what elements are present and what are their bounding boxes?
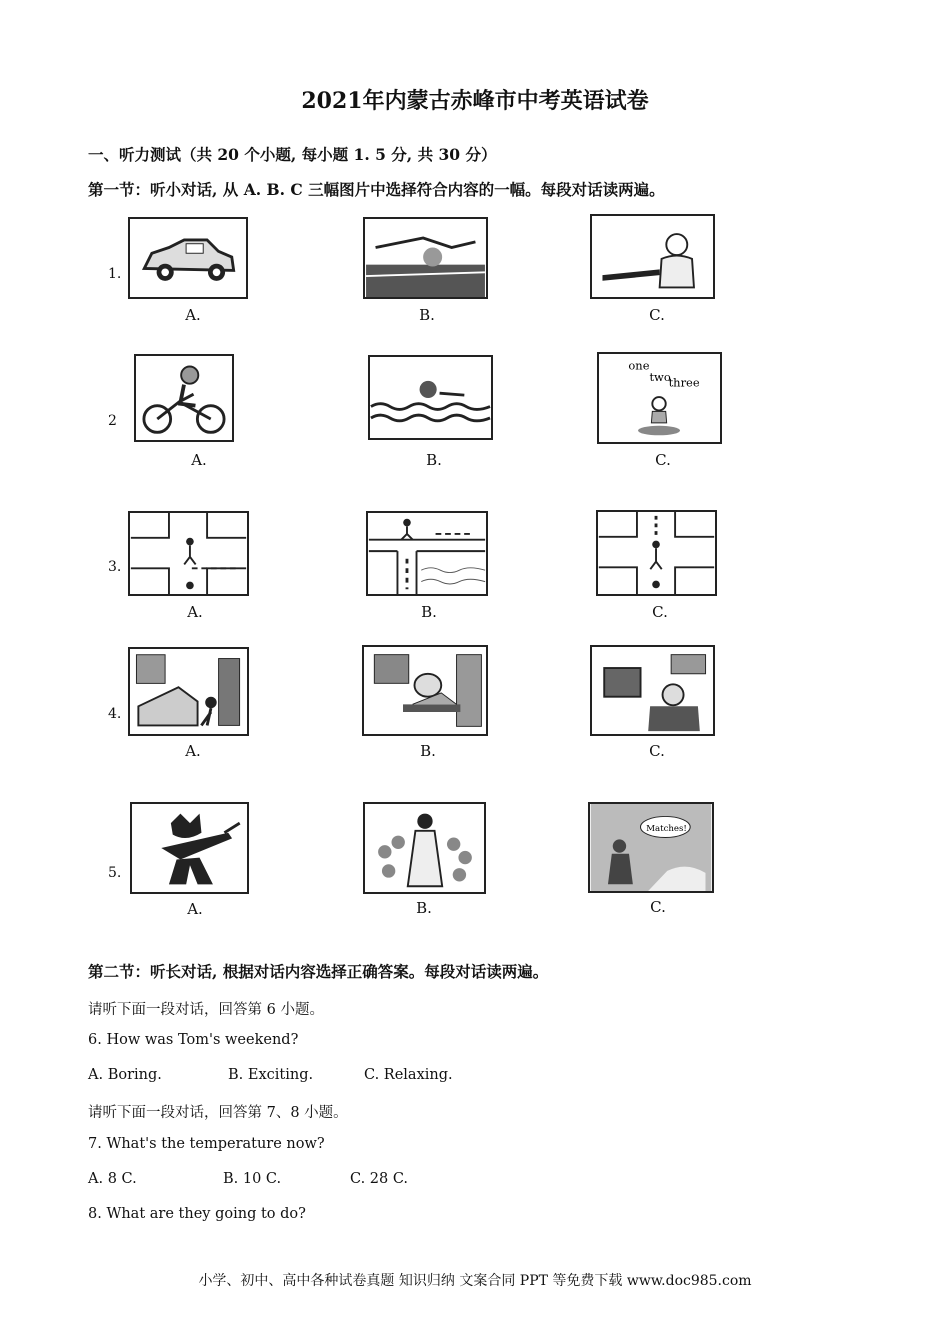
q8-stem: 8. What are they going to do? <box>88 1206 306 1222</box>
q1-picture-b-train <box>363 217 488 299</box>
page-title: 2021年内蒙古赤峰市中考英语试卷 <box>301 88 649 114</box>
q4-label-a: A. <box>185 742 201 760</box>
q1-picture-a-car <box>128 217 248 299</box>
q7-option-b: B. 10 C. <box>223 1171 282 1187</box>
q1-label-c: C. <box>649 306 665 324</box>
q2c-word-one: one <box>628 358 650 373</box>
q4-picture-a-cleaning <box>128 647 249 736</box>
q5-label-c: C. <box>650 898 666 916</box>
instruction-q6: 请听下面一段对话，回答第 6 小题。 <box>88 1002 324 1018</box>
q7-option-c: C. 28 C. <box>350 1171 409 1187</box>
section2-heading: 第二节：听长对话, 根据对话内容选择正确答案。每段对话读两遍。 <box>88 962 549 981</box>
q6-option-c: C. Relaxing. <box>364 1067 453 1083</box>
q5-picture-c-match-girl <box>588 802 714 893</box>
question-number-2: 2 <box>108 413 117 429</box>
question-number-1: 1. <box>108 266 122 282</box>
q2-label-b: B. <box>426 451 442 469</box>
q2-label-c: C. <box>655 451 671 469</box>
instruction-q7-8: 请听下面一段对话，回答第 7、8 小题。 <box>88 1105 348 1121</box>
q1-label-a: A. <box>185 306 201 324</box>
q4-picture-c-watching-tv <box>590 645 715 736</box>
section1-heading: 第一节：听小对话, 从 A. B. C 三幅图片中选择符合内容的一幅。每段对话读两遍。 <box>88 180 665 199</box>
q2-label-a: A. <box>191 451 207 469</box>
q6-option-a: A. Boring. <box>88 1067 162 1083</box>
q7-option-a: A. 8 C. <box>88 1171 137 1187</box>
q7-stem: 7. What's the temperature now? <box>88 1136 325 1152</box>
q3-picture-a-crossroad <box>128 511 249 596</box>
q4-label-c: C. <box>649 742 665 760</box>
q2-picture-b-swimming <box>368 355 493 440</box>
part1-heading: 一、听力测试（共 20 个小题, 每小题 1. 5 分, 共 30 分） <box>88 145 497 164</box>
page-footer: 小学、初中、高中各种试卷真题 知识归纳 文案合同 PPT 等免费下载 www.doc985.com <box>198 1273 752 1289</box>
q3-label-c: C. <box>652 603 668 621</box>
question-number-4: 4. <box>108 706 122 722</box>
question-number-3: 3. <box>108 559 122 575</box>
question-number-5: 5. <box>108 865 122 881</box>
q3-label-b: B. <box>421 603 437 621</box>
q4-label-b: B. <box>420 742 436 760</box>
q7-options <box>88 1171 408 1187</box>
q5-picture-b-snow-white <box>363 802 486 894</box>
q3-picture-c-crossing <box>596 510 717 596</box>
q5-label-a: A. <box>187 900 203 918</box>
q2-picture-a-cycling <box>134 354 234 442</box>
q4-picture-b-studying <box>362 645 488 736</box>
q2c-word-two: two <box>649 369 671 384</box>
q1-label-b: B. <box>419 306 435 324</box>
q1-picture-c-plane <box>590 214 715 299</box>
q5c-speech-text: Matches! <box>646 823 687 834</box>
q5-picture-a-cartoon-cat <box>130 802 249 894</box>
q3-label-a: A. <box>187 603 203 621</box>
q3-picture-b-bridge <box>366 511 488 596</box>
q6-option-b: B. Exciting. <box>228 1067 314 1083</box>
q6-options <box>88 1067 453 1083</box>
q5-label-b: B. <box>416 899 432 917</box>
q2c-word-three: three <box>668 375 700 390</box>
q2-picture-c-counting <box>597 352 722 444</box>
q6-stem: 6. How was Tom's weekend? <box>88 1032 299 1048</box>
